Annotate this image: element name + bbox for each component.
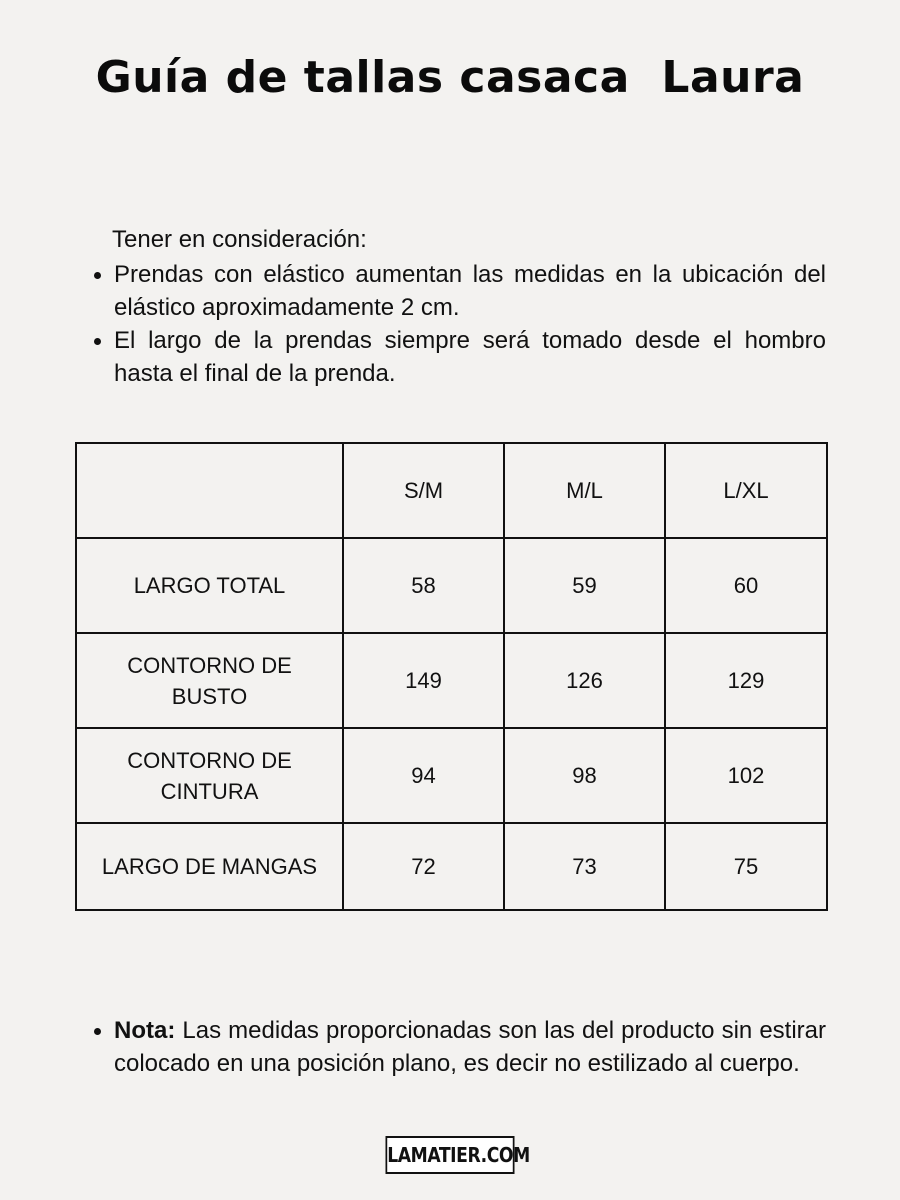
measure-value: 149 [343,633,504,728]
size-header: M/L [504,443,665,538]
measure-label-text: CONTORNO DE BUSTO [127,652,292,709]
table-header-row [76,443,827,538]
page-title: Guía de tallas casaca Laura [95,52,805,103]
measure-value: 126 [504,633,665,728]
table-row [76,538,827,633]
consideration-list [92,258,826,390]
website-badge: LAMATIER.COM [386,1136,515,1174]
size-header: S/M [343,443,504,538]
measure-label: LARGO TOTAL [76,538,343,633]
list-item [92,258,826,324]
list-item [92,324,826,390]
bullet-icon [94,1028,101,1035]
measure-value: 129 [665,633,827,728]
table-row [76,728,827,823]
note-label: Nota: [114,1017,176,1044]
measure-value: 58 [343,538,504,633]
measure-label [76,633,343,728]
measure-label: LARGO DE MANGAS [76,823,343,910]
measure-value: 59 [504,538,665,633]
bullet-icon [94,272,101,279]
table-row [76,633,827,728]
measure-value: 72 [343,823,504,910]
note-text: Prendas con elástico aumentan las medidas en la ubicación del elástico aproximadamente 2 cm. [114,261,826,321]
measure-value: 75 [665,823,827,910]
footer-note-list [92,1014,826,1080]
measure-label [76,728,343,823]
bullet-icon [94,338,101,345]
table-row [76,823,827,910]
size-header: L/XL [665,443,827,538]
measure-label-text: CONTORNO DE CINTURA [127,747,292,804]
measure-value: 60 [665,538,827,633]
measure-value: 73 [504,823,665,910]
corner-cell [76,443,343,538]
consideration-heading: Tener en consideración: [112,226,367,253]
note-text: Las medidas proporcionadas son las del producto sin estirar colocado en una posición plano, es decir no estilizado al cuerpo. [114,1017,826,1077]
size-table [75,442,828,911]
measure-value: 94 [343,728,504,823]
measure-value: 98 [504,728,665,823]
list-item [92,1014,826,1080]
measure-value: 102 [665,728,827,823]
note-text: El largo de la prendas siempre será tomado desde el hombro hasta el final de la prenda. [114,327,826,387]
